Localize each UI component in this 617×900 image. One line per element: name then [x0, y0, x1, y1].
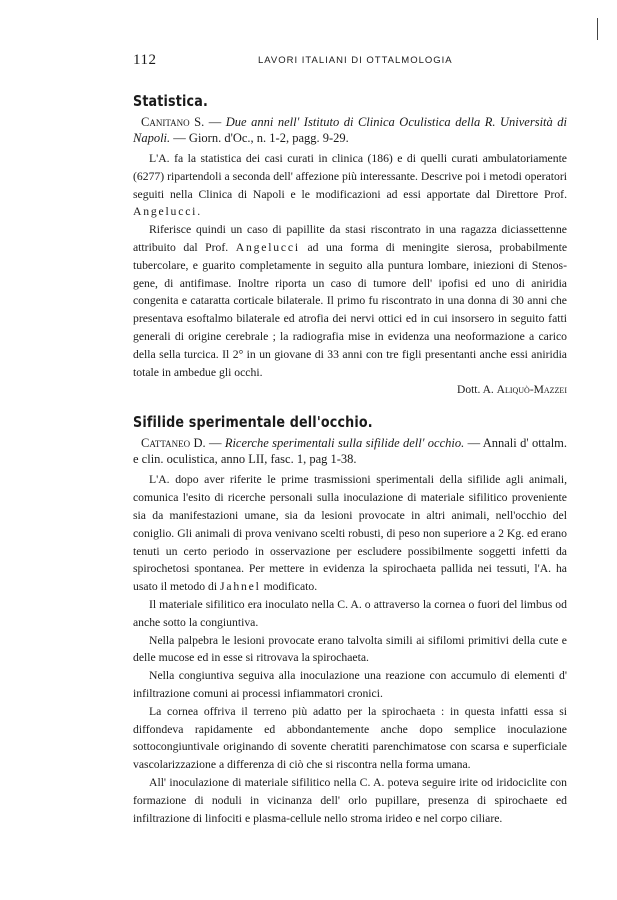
citation-source: — Giorn. d'Oc., n. 1-2, pagg. 9-29.	[173, 131, 349, 145]
section-title: Sifilide sperimentale dell'occhio.	[133, 413, 373, 432]
section-title: Statistica.	[133, 92, 208, 110]
paragraph: Nella palpebra le lesioni provocate erano talvolta simili ai sifilomi primitivi della cute e delle mucose ed in esse si ritrovava la spirochaeta.	[133, 633, 567, 665]
paragraph-text: Riferisce quindi un caso di papillite da stasi riscontrato in una ragazza diciassettenne attribuito dal Prof.	[133, 223, 567, 254]
paragraph: All' inoculazione di materiale sifilitico nella C. A. poteva seguire irite od iridociclite con formazione di noduli in vicinanza dell' orlo pupillare, presenza di spirochaete ed infiltrazione di linfociti e plasma-cellule nello stroma irideo e nel corpo ciliare.	[133, 775, 567, 825]
paragraph-text: L'A. dopo aver riferite le prime trasmissioni sperimentali della sifilide agli animali, comunica l'esito di ricerche personali sulla inoculazione di materiale sifilitico proveniente sia da manifestazioni umane, sia da lesioni provocate in altri animali, nell'occhio del coniglio. Gli animali di prova venivano scelti robusti, di peso non superiore a 2 Kg. ed erano tenuti un certo periodo in osservazione per escludere possibilmente soggetti infetti da spirochetosi spontanea. Per mettere in evidenza la spirochaeta pallida nei tessuti, l'A. ha usato il metodo di	[133, 473, 567, 594]
journal-title: LAVORI ITALIANI DI OTTALMOLOGIA	[258, 55, 453, 66]
paragraph-text: .	[197, 205, 201, 219]
page-number: 112	[133, 52, 157, 68]
paragraph	[133, 471, 567, 596]
citation-title: Due anni nell' Istituto di Clinica Oculistica della R. Università di Napoli.	[133, 115, 568, 145]
citation-source: — Annali d' ottalm. e clin. oculistica, anno LII, fasc. 1, pag 1-38.	[133, 436, 568, 467]
paragraph	[133, 221, 567, 381]
citation	[133, 114, 567, 146]
section-sifilide	[133, 413, 567, 827]
paragraph-text: modificato.	[263, 580, 318, 594]
signature-name: Aliquò-Mazzei	[496, 384, 567, 397]
section-statistica	[133, 92, 567, 399]
scan-edge-mark	[597, 18, 598, 40]
paragraph-text: ad una forma di meningite sierosa, probabilmente tubercolare, e guarito completamente in seguito alla puntura lombare, iniezioni di Stenos-gene, di antifimase. Inoltre riporta un caso di tumore dell' ipofisi ed uno di aniridia congenita e cataratta corticale bilaterale. Il primo fu riscontrato in una donna di 30 anni che presentava esoftalmo bilaterale ed atrofia dei nervi ottici ed in cui insorsero in seguito fatti generali di origine cerebrale ; la radiografia mise in evidenza una neoformazione a carico della sella turcica. Il 2° in un giovane di 33 anni con tre figli presentanti anche essi aniridia totale in ambedue gli occhi.	[133, 240, 568, 379]
paragraph: Il materiale sifilitico era inoculato nella C. A. o attraverso la cornea o fuori del limbus od anche sotto la congiuntiva.	[133, 597, 567, 629]
citation	[133, 435, 567, 467]
person-name: Angelucci	[133, 205, 198, 219]
paragraph: La cornea offriva il terreno più adatto per la spirochaeta : in questa infatti essa si diffondeva rapidamente ed abbondantemente anche dopo semplice inoculazione sottocongiuntivale originando di sovente cheratiti parenchimatose con scarsa e superficiale vascolarizzazione a differenza di ciò che si riscontra nella forma umana.	[133, 704, 567, 772]
paragraph: Nella congiuntiva seguiva alla inoculazione una reazione con accumulo di elementi d' infiltrazione comuni ai processi infiammatori cronici.	[133, 669, 567, 700]
citation-author: Canitano S. —	[141, 115, 222, 129]
signature	[133, 381, 567, 399]
citation-author: Cattaneo D. —	[141, 436, 222, 451]
page	[133, 52, 567, 827]
person-name: Angelucci	[235, 240, 300, 254]
paragraph	[133, 150, 567, 221]
running-head	[133, 52, 567, 70]
signature-prefix: Dott. A.	[457, 384, 494, 397]
person-name: Jahnel	[220, 580, 261, 594]
citation-title: Ricerche sperimentali sulla sifilide dell' occhio.	[224, 436, 465, 451]
paragraph-text: L'A. fa la statistica dei casi curati in clinica (186) e di quelli curati ambulatoriamente (6277) ripartendoli a seconda dell' affezione più interessante. Descrive poi i metodi operatori seguiti nella Clinica di Napoli e le modificazioni ad essi apportate dal Direttore Prof.	[133, 152, 567, 201]
